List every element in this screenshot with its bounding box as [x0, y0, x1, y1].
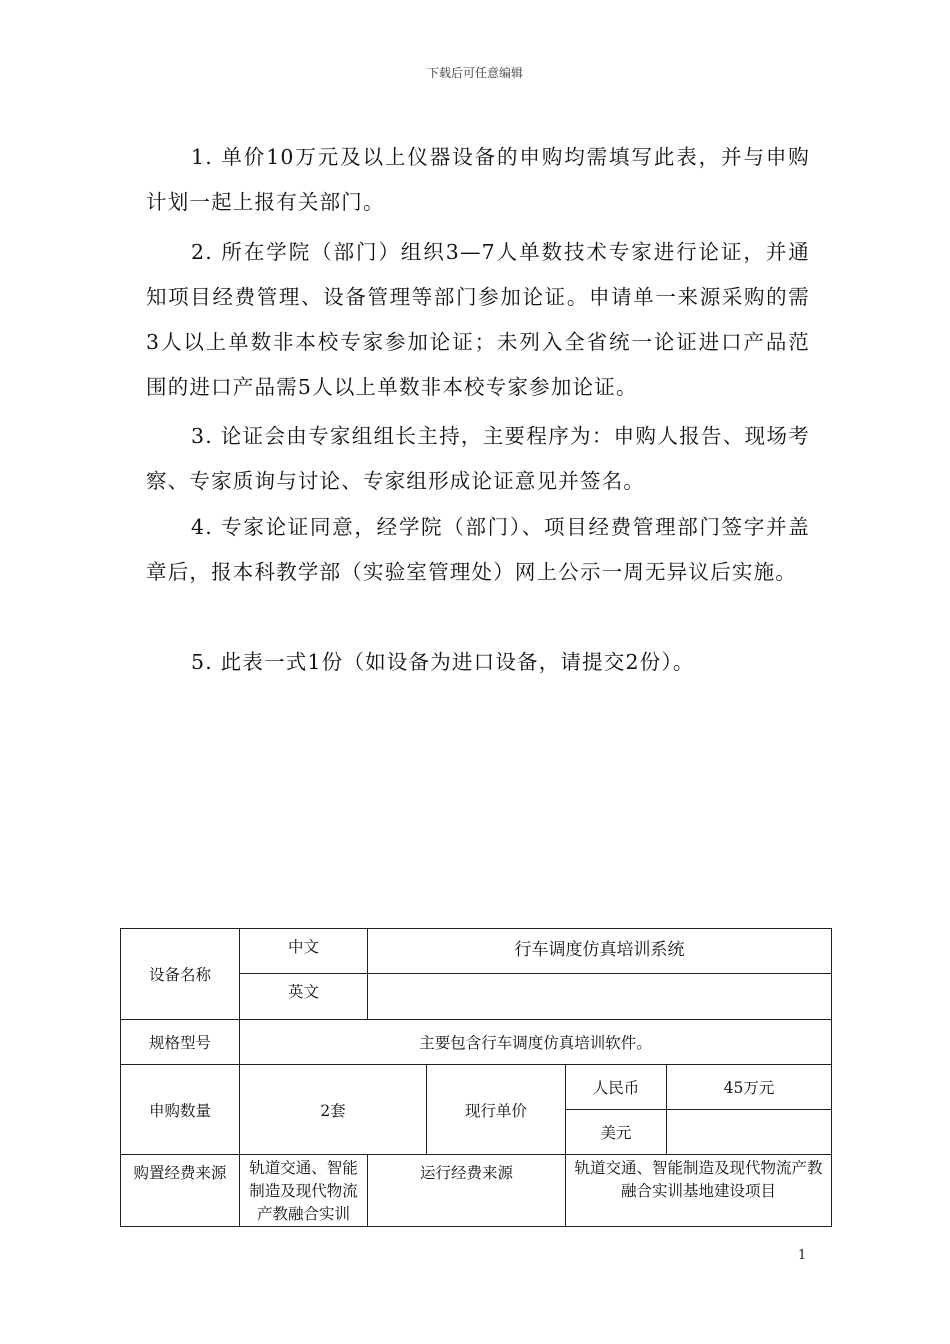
quantity-label: 申购数量: [121, 1065, 240, 1155]
instruction-paragraph-5: 5. 此表一式1份（如设备为进口设备，请提交2份）。: [191, 650, 695, 674]
page-number: 1: [798, 1248, 807, 1263]
rmb-label: 人民币: [566, 1065, 667, 1110]
page-header-note: 下载后可任意编辑: [426, 66, 523, 80]
spec-model-label: 规格型号: [121, 1020, 240, 1065]
operation-fund-value[interactable]: 轨道交通、智能制造及现代物流产教融合实训基地建设项目: [566, 1155, 832, 1227]
rmb-value[interactable]: 45万元: [667, 1065, 832, 1110]
instruction-paragraph-3: 3. 论证会由专家组组长主持，主要程序为：申购人报告、现场考察、专家质询与讨论、专家组形成论证意见并签名。: [146, 424, 810, 493]
instruction-paragraph-1: 1. 单价10万元及以上仪器设备的申购均需填写此表，并与申购计划一起上报有关部门。: [146, 145, 810, 214]
chinese-name-label: 中文: [240, 929, 368, 974]
chinese-name-value[interactable]: 行车调度仿真培训系统: [368, 929, 832, 974]
english-name-value[interactable]: [368, 974, 832, 1020]
usd-label: 美元: [566, 1110, 667, 1155]
purchase-fund-label: 购置经费来源: [121, 1155, 240, 1227]
usd-value[interactable]: [667, 1110, 832, 1155]
spec-model-value[interactable]: 主要包含行车调度仿真培训软件。: [240, 1020, 832, 1065]
device-name-label: 设备名称: [121, 929, 240, 1020]
instruction-paragraph-4: 4. 专家论证同意，经学院（部门）、项目经费管理部门签字并盖章后，报本科教学部（实验室管理处）网上公示一周无异议后实施。: [146, 515, 810, 584]
purchase-fund-value[interactable]: 轨道交通、智能制造及现代物流产教融合实训: [240, 1155, 368, 1227]
operation-fund-label: 运行经费来源: [368, 1155, 566, 1227]
instruction-paragraph-2: 2. 所在学院（部门）组织3—7人单数技术专家进行论证，并通知项目经费管理、设备管理等部门参加论证。申请单一来源采购的需3人以上单数非本校专家参加论证；未列入全省统一论证进口产品范围的进口产品需5人以上单数非本校专家参加论证。: [146, 240, 810, 399]
equipment-form-table: [120, 928, 832, 1227]
english-name-label: 英文: [240, 974, 368, 1020]
quantity-value[interactable]: 2套: [240, 1065, 427, 1155]
unit-price-label: 现行单价: [427, 1065, 566, 1155]
